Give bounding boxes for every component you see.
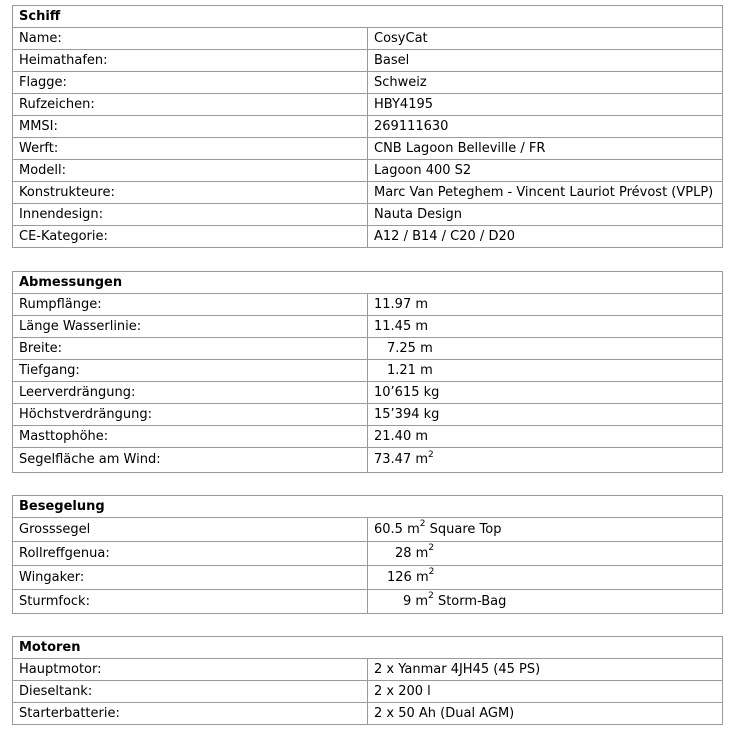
- row-label: Werft:: [13, 138, 368, 160]
- abmessungen-table: [12, 271, 723, 473]
- row-label: Starterbatterie:: [13, 703, 368, 725]
- row-value: 7.25 m: [368, 338, 723, 360]
- table-row: [13, 681, 723, 703]
- row-label: Rollreffgenua:: [13, 542, 368, 566]
- row-label: Hauptmotor:: [13, 659, 368, 681]
- row-label: Innendesign:: [13, 204, 368, 226]
- row-value: Lagoon 400 S2: [368, 160, 723, 182]
- row-value: 269111630: [368, 116, 723, 138]
- row-value: [368, 590, 723, 614]
- table-row: [13, 94, 723, 116]
- row-label: Tiefgang:: [13, 360, 368, 382]
- table-row: [13, 226, 723, 248]
- table-row: [13, 590, 723, 614]
- motoren-table: [12, 636, 723, 725]
- row-label: Segelfläche am Wind:: [13, 448, 368, 473]
- table-row: [13, 659, 723, 681]
- row-label: Rufzeichen:: [13, 94, 368, 116]
- row-value: CNB Lagoon Belleville / FR: [368, 138, 723, 160]
- table-row: [13, 542, 723, 566]
- unit-superscript: 2: [428, 449, 434, 460]
- row-value: [368, 542, 723, 566]
- row-value: [368, 518, 723, 542]
- table-row: [13, 294, 723, 316]
- row-value: A12 / B14 / C20 / D20: [368, 226, 723, 248]
- table-row: [13, 316, 723, 338]
- row-value: Schweiz: [368, 72, 723, 94]
- section-title: Motoren: [13, 637, 723, 659]
- row-label: Dieseltank:: [13, 681, 368, 703]
- row-value: 1.21 m: [368, 360, 723, 382]
- value-text: 9 m: [403, 593, 429, 609]
- row-label: Flagge:: [13, 72, 368, 94]
- table-row: [13, 426, 723, 448]
- row-label: Grosssegel: [13, 518, 368, 542]
- row-value: 2 x 50 Ah (Dual AGM): [368, 703, 723, 725]
- table-row: [13, 50, 723, 72]
- row-label: Leerverdrängung:: [13, 382, 368, 404]
- row-label: Name:: [13, 28, 368, 50]
- unit-superscript: 2: [428, 543, 435, 554]
- table-row: [13, 204, 723, 226]
- row-value: 2 x Yanmar 4JH45 (45 PS): [368, 659, 723, 681]
- row-label: Höchstverdrängung:: [13, 404, 368, 426]
- row-value: HBY4195: [368, 94, 723, 116]
- row-value: [368, 566, 723, 590]
- row-label: Rumpflänge:: [13, 294, 368, 316]
- value-suffix: Storm-Bag: [433, 593, 507, 609]
- value-text: 60.5 m: [374, 521, 420, 537]
- row-label: Wingaker:: [13, 566, 368, 590]
- value-text: 126 m: [387, 569, 429, 585]
- value-suffix: Square Top: [425, 521, 502, 537]
- row-label: MMSI:: [13, 116, 368, 138]
- row-value: 11.45 m: [368, 316, 723, 338]
- row-value: Basel: [368, 50, 723, 72]
- row-label: Breite:: [13, 338, 368, 360]
- besegelung-table: [12, 495, 723, 614]
- row-value: Nauta Design: [368, 204, 723, 226]
- section-title: Besegelung: [13, 496, 723, 518]
- table-row: [13, 518, 723, 542]
- row-value: [368, 448, 723, 473]
- section-title: Abmessungen: [13, 272, 723, 294]
- row-label: Heimathafen:: [13, 50, 368, 72]
- table-row: [13, 566, 723, 590]
- value-text: 73.47 m: [374, 452, 429, 467]
- unit-superscript: 2: [428, 567, 435, 578]
- row-value: 11.97 m: [368, 294, 723, 316]
- table-row: [13, 382, 723, 404]
- row-value: CosyCat: [368, 28, 723, 50]
- row-label: Konstrukteure:: [13, 182, 368, 204]
- section-title: Schiff: [13, 6, 723, 28]
- table-row: [13, 116, 723, 138]
- table-row: [13, 160, 723, 182]
- row-label: Masttophöhe:: [13, 426, 368, 448]
- table-row: [13, 448, 723, 473]
- table-row: [13, 138, 723, 160]
- table-row: [13, 703, 723, 725]
- row-value: Marc Van Peteghem - Vincent Lauriot Prévost (VPLP): [368, 182, 723, 204]
- row-label: Sturmfock:: [13, 590, 368, 614]
- row-value: 2 x 200 l: [368, 681, 723, 703]
- row-label: CE-Kategorie:: [13, 226, 368, 248]
- row-label: Modell:: [13, 160, 368, 182]
- schiff-table: [12, 5, 723, 248]
- table-row: [13, 338, 723, 360]
- table-row: [13, 72, 723, 94]
- value-text: 28 m: [395, 545, 429, 561]
- row-value: 15’394 kg: [368, 404, 723, 426]
- table-row: [13, 28, 723, 50]
- unit-superscript: 2: [419, 519, 426, 530]
- row-value: 10’615 kg: [368, 382, 723, 404]
- row-label: Länge Wasserlinie:: [13, 316, 368, 338]
- table-row: [13, 182, 723, 204]
- unit-superscript: 2: [428, 591, 434, 602]
- table-row: [13, 404, 723, 426]
- table-row: [13, 360, 723, 382]
- row-value: 21.40 m: [368, 426, 723, 448]
